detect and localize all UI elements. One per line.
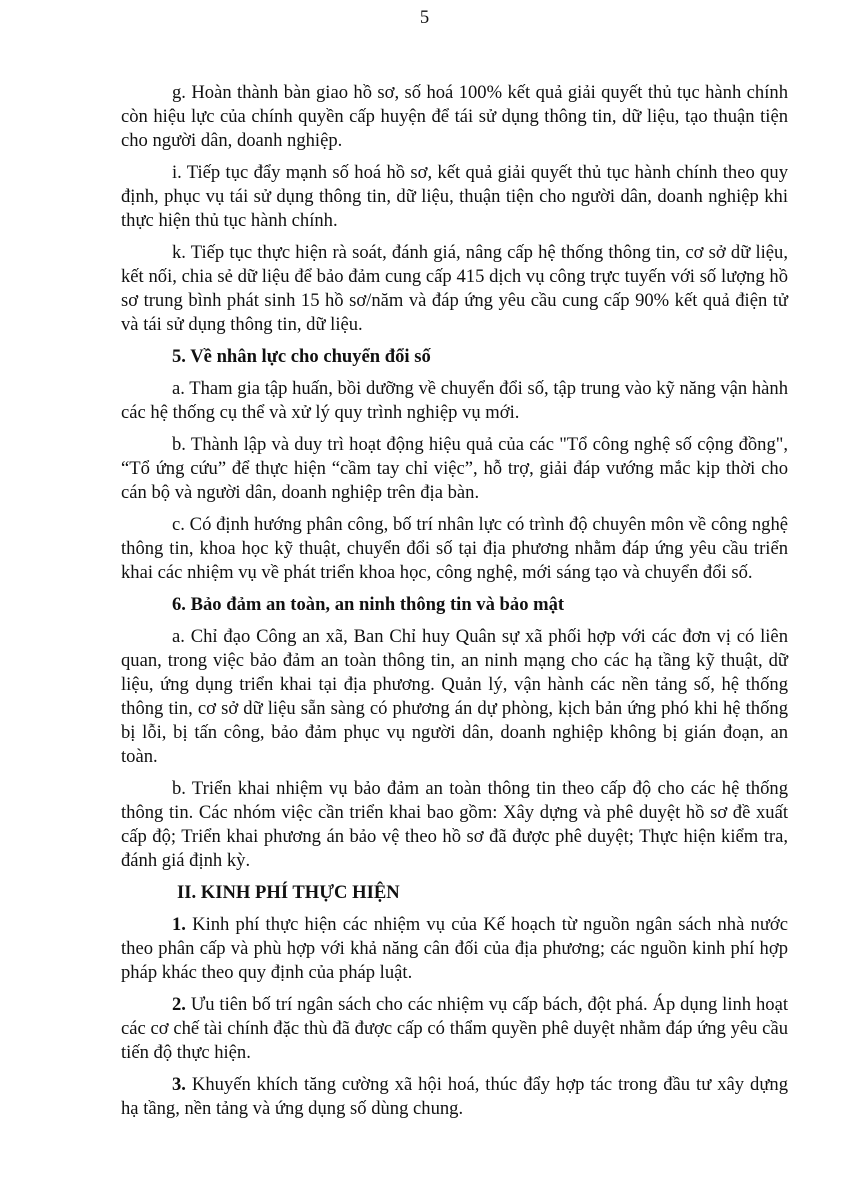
item-number: 2. (172, 994, 186, 1015)
item-text: Kinh phí thực hiện các nhiệm vụ của Kế hoạch từ nguồn ngân sách nhà nước theo phân cấp và phù hợp với khả năng cân đối của địa phương; các nguồn kinh phí hợp pháp khác theo quy định của pháp luật. (121, 914, 788, 983)
section-6-item-b: b. Triển khai nhiệm vụ bảo đảm an toàn thông tin theo cấp độ cho các hệ thống thông tin. Các nhóm việc cần triển khai bao gồm: Xây dựng và phê duyệt hồ sơ đề xuất cấp độ; Triển khai phương án bảo vệ theo hồ sơ đã được phê duyệt; Thực hiện kiểm tra, đánh giá định kỳ. (121, 778, 788, 871)
paragraph-k: k. Tiếp tục thực hiện rà soát, đánh giá, nâng cấp hệ thống thông tin, cơ sở dữ liệu, kết nối, chia sẻ dữ liệu để bảo đảm cung cấp 415 dịch vụ công trực tuyến với số lượng hồ sơ trung bình phát sinh 15 hồ sơ/năm và đáp ứng yêu cầu cung cấp 90% kết quả điện tử và tái sử dụng thông tin, dữ liệu. (121, 242, 788, 335)
item-text: Ưu tiên bố trí ngân sách cho các nhiệm vụ cấp bách, đột phá. Áp dụng linh hoạt các cơ chế tài chính đặc thù đã được cấp có thẩm quyền phê duyệt nhằm đáp ứng yêu cầu tiến độ thực hiện. (121, 994, 788, 1063)
paragraph-g: g. Hoàn thành bàn giao hồ sơ, số hoá 100% kết quả giải quyết thủ tục hành chính còn hiệu lực của chính quyền cấp huyện để tái sử dụng thông tin, dữ liệu, tạo thuận tiện cho người dân, doanh nghiệp. (121, 82, 788, 151)
document-body (121, 81, 788, 1129)
item-text: Khuyến khích tăng cường xã hội hoá, thúc đẩy hợp tác trong đầu tư xây dựng hạ tầng, nền tảng và ứng dụng số dùng chung. (121, 1074, 788, 1119)
section-5-item-a: a. Tham gia tập huấn, bồi dưỡng về chuyển đổi số, tập trung vào kỹ năng vận hành các hệ thống cụ thể và xử lý quy trình nghiệp vụ mới. (121, 378, 788, 423)
paragraph-i: i. Tiếp tục đẩy mạnh số hoá hồ sơ, kết quả giải quyết thủ tục hành chính theo quy định, phục vụ tái sử dụng thông tin, dữ liệu, thuận tiện cho người dân, doanh nghiệp khi thực hiện thủ tục hành chính. (121, 162, 788, 231)
section-5-heading: 5. Về nhân lực cho chuyển đổi số (172, 346, 431, 367)
section-5-item-b: b. Thành lập và duy trì hoạt động hiệu quả của các "Tổ công nghệ số cộng đồng", “Tổ ứng cứu” để thực hiện “cầm tay chỉ việc”, hỗ trợ, giải đáp vướng mắc kịp thời cho cán bộ và người dân, doanh nghiệp trên địa bàn. (121, 434, 788, 503)
item-number: 1. (172, 914, 186, 935)
section-6-heading: 6. Bảo đảm an toàn, an ninh thông tin và bảo mật (172, 594, 565, 615)
page-number: 5 (419, 7, 430, 28)
section-II-item-2 (121, 993, 788, 1065)
section-II-item-3 (121, 1073, 788, 1121)
section-II-item-1 (121, 913, 788, 985)
section-5-item-c: c. Có định hướng phân công, bố trí nhân lực có trình độ chuyên môn về công nghệ thông tin, khoa học kỹ thuật, chuyển đổi số tại địa phương nhằm đáp ứng yêu cầu triển khai các nhiệm vụ về phát triển khoa học, công nghệ, mới sáng tạo và chuyển đổi số. (121, 514, 788, 583)
section-6-item-a: a. Chỉ đạo Công an xã, Ban Chỉ huy Quân sự xã phối hợp với các đơn vị có liên quan, trong việc bảo đảm an toàn thông tin, an ninh mạng cho các hạ tầng kỹ thuật, dữ liệu, ứng dụng triển khai tại địa phương. Quản lý, vận hành các nền tảng số, hệ thống thông tin, cơ sở dữ liệu sẵn sàng có phương án dự phòng, kịch bản ứng phó khi hệ thống bị lỗi, bị tấn công, bảo đảm phục vụ người dân, doanh nghiệp không bị gián đoạn, an toàn. (121, 626, 788, 767)
section-II-heading: II. KINH PHÍ THỰC HIỆN (177, 882, 400, 903)
item-number: 3. (172, 1074, 186, 1095)
